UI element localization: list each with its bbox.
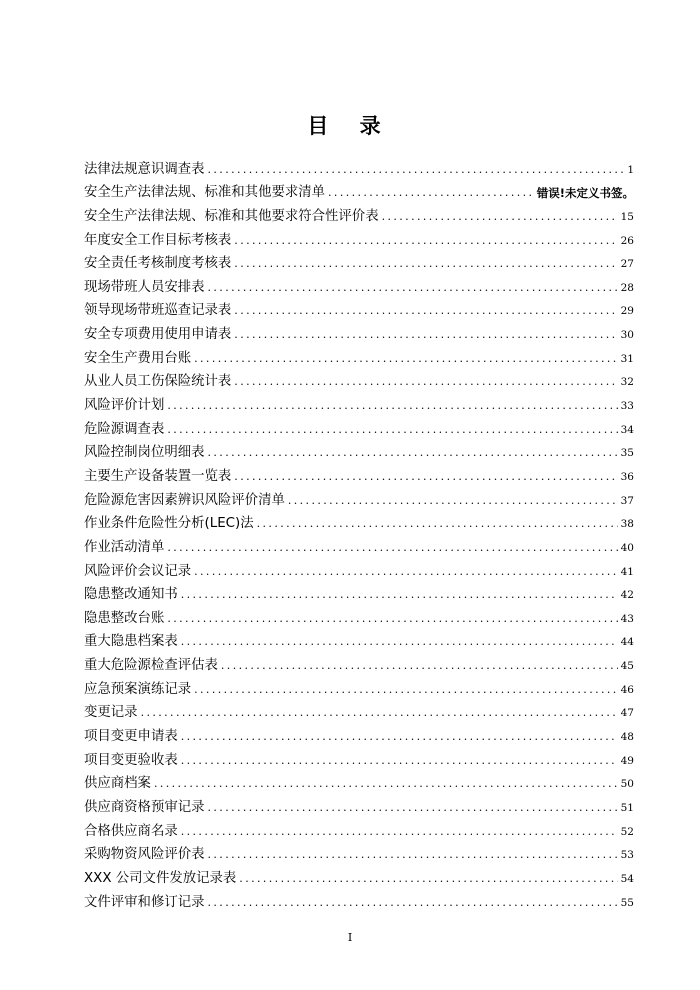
toc-entry-label: 变更记录	[84, 705, 138, 721]
toc-entry-label: 领导现场带班巡查记录表	[84, 303, 232, 319]
toc-entry-label: 采购物资风险评价表	[84, 847, 205, 863]
toc-entry[interactable]	[84, 368, 634, 392]
dot-leader	[141, 704, 618, 722]
toc-entry-label: 危险源调查表	[84, 421, 165, 437]
toc-entry-page-number: 28	[620, 281, 634, 294]
dot-leader	[208, 846, 618, 864]
toc-entry-page-number: 错误!未定义书签。	[536, 186, 634, 201]
toc-entry-page-number: 38	[620, 518, 634, 531]
toc-entry-page-number: 33	[620, 400, 634, 413]
toc-entry-label: 安全专项费用使用申请表	[84, 327, 232, 343]
toc-entry[interactable]	[84, 391, 634, 415]
toc-entry-page-number: 30	[620, 329, 634, 342]
toc-entry[interactable]	[84, 841, 634, 865]
toc-entry[interactable]	[84, 273, 634, 297]
dot-leader	[181, 586, 618, 604]
toc-entry-page-number: 46	[620, 683, 634, 696]
toc-entry-page-number: 42	[620, 589, 634, 602]
toc-entry-page-number: 51	[620, 801, 634, 814]
toc-entry[interactable]	[84, 722, 634, 746]
dot-leader	[288, 492, 618, 510]
toc-entry-label: 隐患整改台账	[84, 610, 165, 626]
toc-entry-label: 危险源危害因素辨识风险评价清单	[84, 492, 285, 508]
dot-leader	[234, 468, 617, 486]
toc-entry[interactable]	[84, 770, 634, 794]
dot-leader	[208, 279, 618, 297]
toc-entry-label: 年度安全工作目标考核表	[84, 232, 232, 248]
dot-leader	[239, 870, 617, 888]
toc-entry[interactable]	[84, 179, 634, 203]
dot-leader	[167, 421, 617, 439]
toc-entry[interactable]	[84, 415, 634, 439]
toc-entry[interactable]	[84, 864, 634, 888]
toc-entry-page-number: 37	[620, 494, 634, 507]
toc-entry-label: 从业人员工伤保险统计表	[84, 374, 232, 390]
toc-entry-page-number: 49	[620, 754, 634, 767]
toc-entry-page-number: 54	[620, 872, 634, 885]
toc-entry-page-number: 32	[620, 376, 634, 389]
toc-entry-label: 安全生产费用台账	[84, 350, 192, 366]
toc-entry-page-number: 44	[620, 636, 634, 649]
dot-leader	[194, 681, 618, 699]
toc-entry-label: 隐患整改通知书	[84, 587, 178, 603]
toc-entry[interactable]	[84, 817, 634, 841]
toc-entry[interactable]	[84, 250, 634, 274]
toc-entry[interactable]	[84, 297, 634, 321]
toc-entry-label: 文件评审和修订记录	[84, 894, 205, 910]
toc-entry[interactable]	[84, 510, 634, 534]
toc-entry[interactable]	[84, 486, 634, 510]
toc-entry-page-number: 40	[620, 541, 634, 554]
dot-leader	[208, 894, 618, 912]
toc-entry[interactable]	[84, 202, 634, 226]
toc-entry[interactable]	[84, 226, 634, 250]
toc-entry-page-number: 31	[620, 352, 634, 365]
toc-entry-page-number: 55	[620, 896, 634, 909]
dot-leader	[154, 775, 618, 793]
toc-entry[interactable]	[84, 155, 634, 179]
dot-leader	[181, 728, 618, 746]
toc-entry-page-number: 43	[620, 612, 634, 625]
dot-leader	[194, 563, 618, 581]
toc-entry-label: 风险评价会议记录	[84, 563, 192, 579]
page-number-footer: I	[347, 931, 353, 944]
toc-entry-label: 项目变更申请表	[84, 729, 178, 745]
toc-entry-label: 安全生产法律法规、标准和其他要求符合性评价表	[84, 208, 379, 224]
dot-leader	[208, 444, 618, 462]
toc-entry-page-number: 35	[620, 447, 634, 460]
dot-leader	[234, 326, 617, 344]
toc-entry-label: 供应商档案	[84, 776, 151, 792]
toc-entry[interactable]	[84, 675, 634, 699]
toc-entry-page-number: 48	[620, 731, 634, 744]
toc-entry-label: 供应商资格预审记录	[84, 799, 205, 815]
toc-entry[interactable]	[84, 888, 634, 912]
toc-entry[interactable]	[84, 746, 634, 770]
toc-entry-page-number: 15	[620, 210, 634, 223]
toc-entry-page-number: 52	[620, 825, 634, 838]
toc-entry[interactable]	[84, 793, 634, 817]
dot-leader	[167, 397, 617, 415]
dot-leader	[167, 610, 617, 628]
toc-entry-label: 重大隐患档案表	[84, 634, 178, 650]
dot-leader	[382, 208, 618, 226]
toc-entry-page-number: 53	[620, 849, 634, 862]
toc-entry-label: 应急预案演练记录	[84, 681, 192, 697]
toc-entry-label: 主要生产设备装置一览表	[84, 468, 232, 484]
dot-leader	[221, 657, 618, 675]
toc-entry-label: 安全生产法律法规、标准和其他要求清单	[84, 185, 326, 201]
toc-entry[interactable]	[84, 320, 634, 344]
toc-entry-label: XXX 公司文件发放记录表	[84, 870, 237, 886]
toc-entry-page-number: 34	[620, 423, 634, 436]
dot-leader	[234, 255, 617, 273]
dot-leader	[208, 799, 618, 817]
dot-leader	[328, 184, 534, 202]
toc-entry-label: 安全责任考核制度考核表	[84, 256, 232, 272]
toc-entry-label: 作业活动清单	[84, 539, 165, 555]
toc-entry-label: 法律法规意识调查表	[84, 161, 205, 177]
toc-entry-page-number: 29	[620, 305, 634, 318]
toc-entry-label: 现场带班人员安排表	[84, 279, 205, 295]
toc-entry-page-number: 50	[620, 778, 634, 791]
dot-leader	[234, 302, 617, 320]
toc-entry-page-number: 47	[620, 707, 634, 720]
dot-leader	[234, 373, 617, 391]
dot-leader	[208, 161, 625, 179]
toc-entry-page-number: 41	[620, 565, 634, 578]
toc-entry-label: 风险评价计划	[84, 398, 165, 414]
toc-entry[interactable]	[84, 628, 634, 652]
dot-leader	[181, 633, 618, 651]
toc-entry-label: 合格供应商名录	[84, 823, 178, 839]
toc-entry[interactable]	[84, 533, 634, 557]
toc-entry-page-number: 45	[620, 660, 634, 673]
toc-entry-label: 项目变更验收表	[84, 752, 178, 768]
toc-entry[interactable]	[84, 604, 634, 628]
toc-entry[interactable]	[84, 344, 634, 368]
dot-leader	[234, 232, 617, 250]
toc-entry[interactable]	[84, 699, 634, 723]
dot-leader	[181, 752, 618, 770]
dot-leader	[181, 823, 618, 841]
toc-entry-page-number: 26	[620, 234, 634, 247]
toc-entry-label: 作业条件危险性分析(LEC)法	[84, 516, 254, 532]
toc-entry[interactable]	[84, 651, 634, 675]
toc-entry-label: 风险控制岗位明细表	[84, 445, 205, 461]
toc-entry[interactable]	[84, 439, 634, 463]
toc-entry[interactable]	[84, 557, 634, 581]
dot-leader	[167, 539, 617, 557]
toc-entry[interactable]	[84, 462, 634, 486]
toc-entry-page-number: 1	[627, 163, 634, 176]
dot-leader	[257, 515, 618, 533]
toc-entry-label: 重大危险源检查评估表	[84, 658, 218, 674]
dot-leader	[194, 350, 618, 368]
toc-entry-page-number: 27	[620, 258, 634, 271]
page-title: 目 录	[307, 114, 393, 138]
toc-entry[interactable]	[84, 581, 634, 605]
toc-entry-page-number: 36	[620, 470, 634, 483]
table-of-contents	[84, 155, 634, 912]
